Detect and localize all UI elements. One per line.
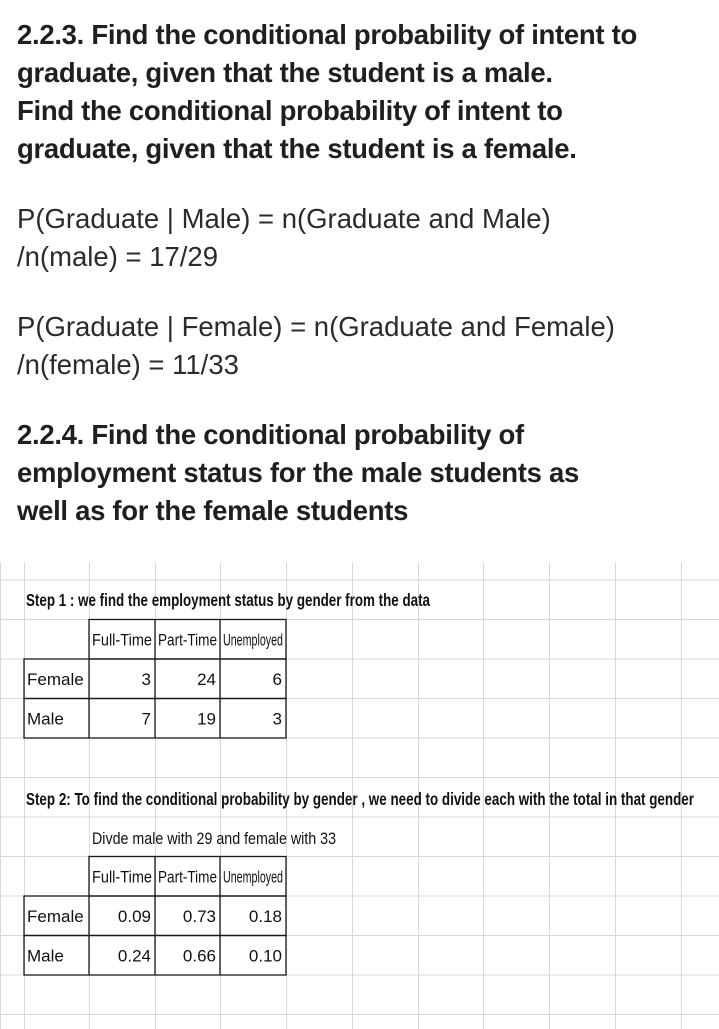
question-line: 2.2.4. Find the conditional probability of	[17, 419, 524, 450]
spreadsheet-canvas	[0, 562, 719, 1029]
question-line: employment status for the male students as	[17, 457, 579, 488]
table-cell-value: 24	[197, 669, 216, 689]
answer-line: P(Graduate | Female) = n(Graduate and Female)	[17, 311, 615, 342]
table-cell-value: 0.66	[182, 946, 216, 966]
table-cell-value: 19	[197, 709, 216, 729]
table-cell-value: 7	[141, 709, 151, 729]
table-column-header: Unemployed	[223, 630, 283, 650]
question-2-2-3	[17, 16, 637, 168]
table-row-label: Female	[27, 669, 84, 689]
table-cell-value: 3	[272, 709, 282, 729]
table-row-label: Male	[27, 946, 64, 966]
table-cell-value: 3	[141, 669, 151, 689]
question-line: 2.2.3. Find the conditional probability of intent to	[17, 19, 637, 50]
table-column-header: Part-Time	[158, 630, 217, 650]
question-line: graduate, given that the student is a female.	[17, 133, 577, 164]
table-cell-value: 0.73	[182, 906, 216, 926]
answer-female	[17, 308, 615, 384]
table-column-header: Unemployed	[223, 867, 283, 887]
table-row-label: Female	[27, 906, 84, 926]
answer-male	[17, 200, 551, 276]
table-column-header: Part-Time	[158, 867, 217, 887]
step-2-text: Step 2: To find the conditional probability by gender , we need to divide each with the total in that gender	[26, 789, 695, 809]
question-2-2-4	[17, 416, 579, 530]
table-cell-value: 0.24	[117, 946, 151, 966]
table-column-header: Full-Time	[92, 867, 152, 887]
table-column-header: Full-Time	[92, 630, 152, 650]
question-line: well as for the female students	[17, 495, 409, 526]
answer-line: P(Graduate | Male) = n(Graduate and Male)	[17, 203, 551, 234]
answer-line: /n(female) = 11/33	[17, 349, 239, 380]
question-line: graduate, given that the student is a male.	[17, 57, 553, 88]
question-line: Find the conditional probability of intent to	[17, 95, 563, 126]
table-cell-value: 0.09	[117, 906, 151, 926]
divide-note: Divde male with 29 and female with 33	[92, 829, 336, 848]
spreadsheet-image	[0, 562, 719, 1029]
table-row-label: Male	[27, 709, 64, 729]
table-cell-value: 0.10	[248, 946, 282, 966]
step-1-text: Step 1 : we find the employment status by gender from the data	[26, 590, 431, 610]
answer-line: /n(male) = 17/29	[17, 241, 219, 272]
table-cell-value: 6	[272, 669, 282, 689]
table-cell-value: 0.18	[248, 906, 282, 926]
